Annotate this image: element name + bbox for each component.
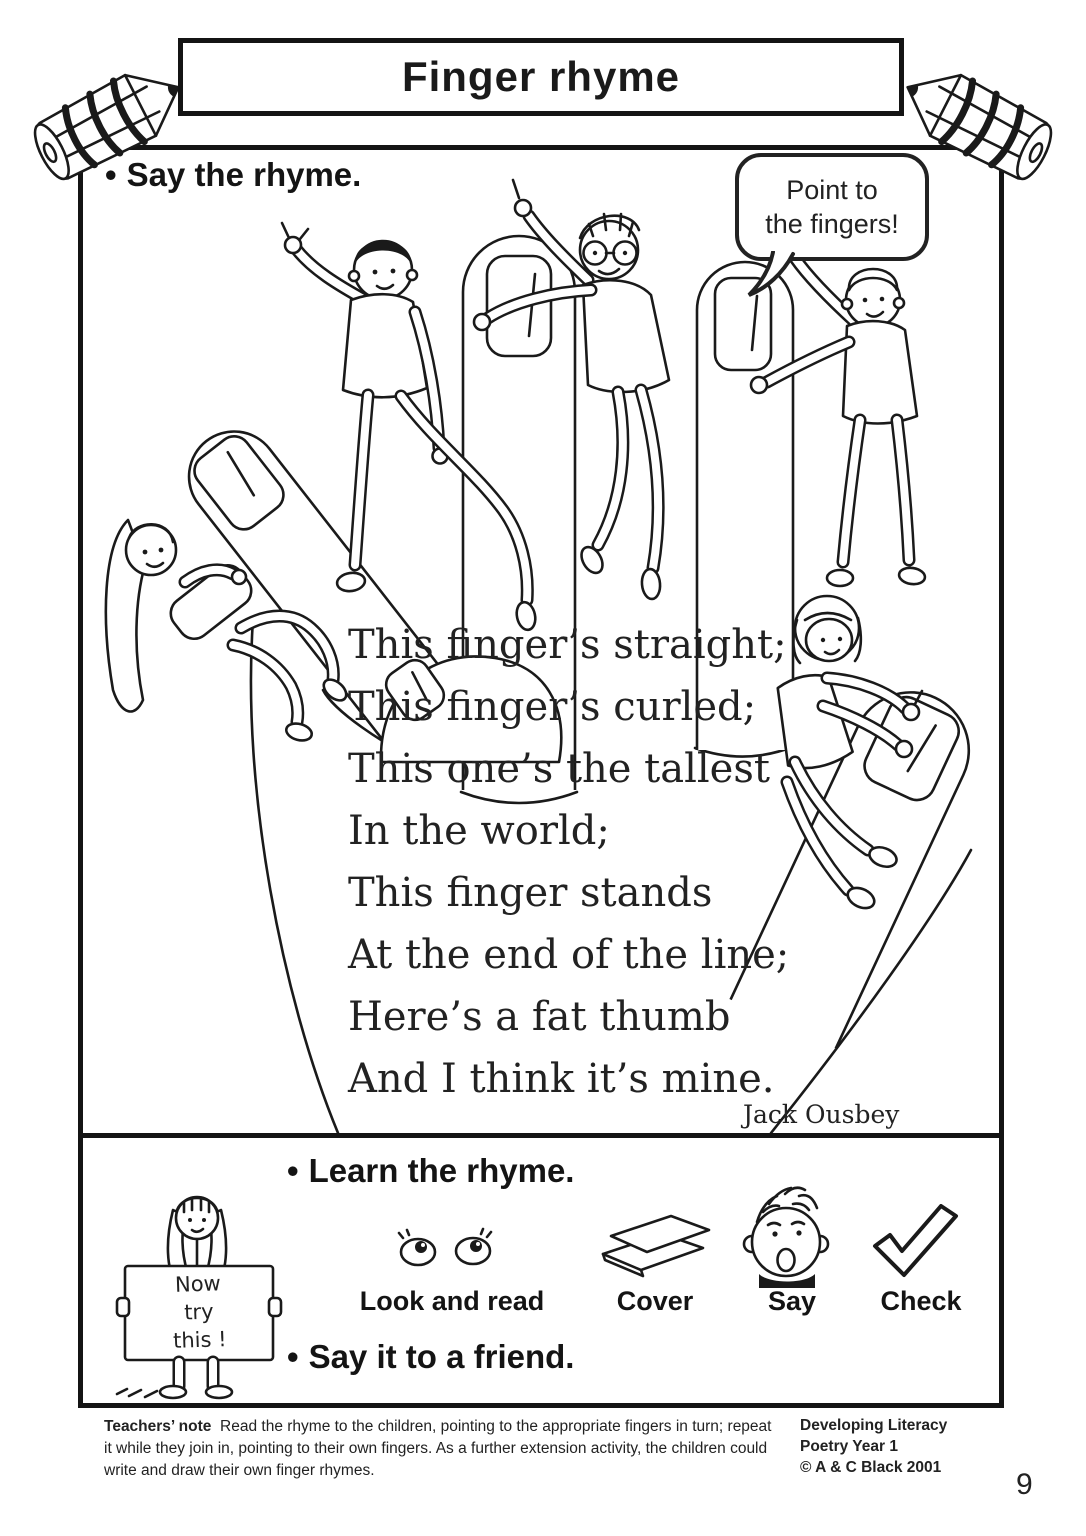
poem-line: At the end of the line; (348, 932, 790, 978)
bullet: • (105, 156, 117, 193)
poem-author: Jack Ousbey (743, 1100, 900, 1129)
poem-line: This finger’s straight; (348, 622, 787, 668)
bullet: • (287, 1338, 299, 1375)
teachers-note (104, 1416, 772, 1482)
main-frame (78, 145, 1004, 1408)
page-number: 9 (1016, 1468, 1033, 1501)
speech-bubble-tail (747, 251, 807, 303)
speech-bubble-line: Point to (786, 175, 878, 205)
say-face-icon (735, 1178, 837, 1288)
poem-line: This one’s the tallest (348, 746, 770, 792)
instruction-learn-the-rhyme: • Learn the rhyme. (287, 1152, 575, 1189)
worksheet-title-box (178, 38, 904, 116)
now-try-this-sign: Now try this ! (172, 1271, 227, 1353)
poem (348, 614, 789, 1110)
bullet: • (287, 1152, 299, 1189)
cover-icon (595, 1208, 717, 1282)
poem-line: This finger’s curled; (348, 684, 757, 730)
instruction-say-to-friend: • Say it to a friend. (287, 1338, 575, 1375)
activity-label: Cover (616, 1286, 694, 1316)
teachers-note-label: Teachers’ note (104, 1418, 212, 1435)
poem-line: In the world; (348, 808, 610, 854)
teachers-note-text: Read the rhyme to the children, pointing to the appropriate fingers in turn; repeat it while they join in, pointing to their own fingers. As a further extension activity, the children could write and draw their own finger rhymes. (104, 1418, 772, 1479)
instruction-say-the-rhyme: • Say the rhyme. (105, 156, 362, 193)
section-divider (83, 1133, 999, 1138)
eyes-icon (391, 1226, 501, 1272)
check-icon (869, 1204, 963, 1278)
activity-label: Say (767, 1286, 817, 1316)
speech-bubble-line: the fingers! (765, 209, 899, 239)
poem-line: This finger stands (348, 870, 713, 916)
publisher-info: Developing Literacy Poetry Year 1 © A & C Black 2001 (800, 1417, 948, 1476)
poem-line: Here’s a fat thumb (348, 994, 731, 1040)
poem-line: And I think it’s mine. (348, 1056, 775, 1102)
activity-label: Look and read (359, 1286, 545, 1316)
activity-label: Check (880, 1286, 962, 1316)
page-title: Finger rhyme (401, 53, 681, 100)
